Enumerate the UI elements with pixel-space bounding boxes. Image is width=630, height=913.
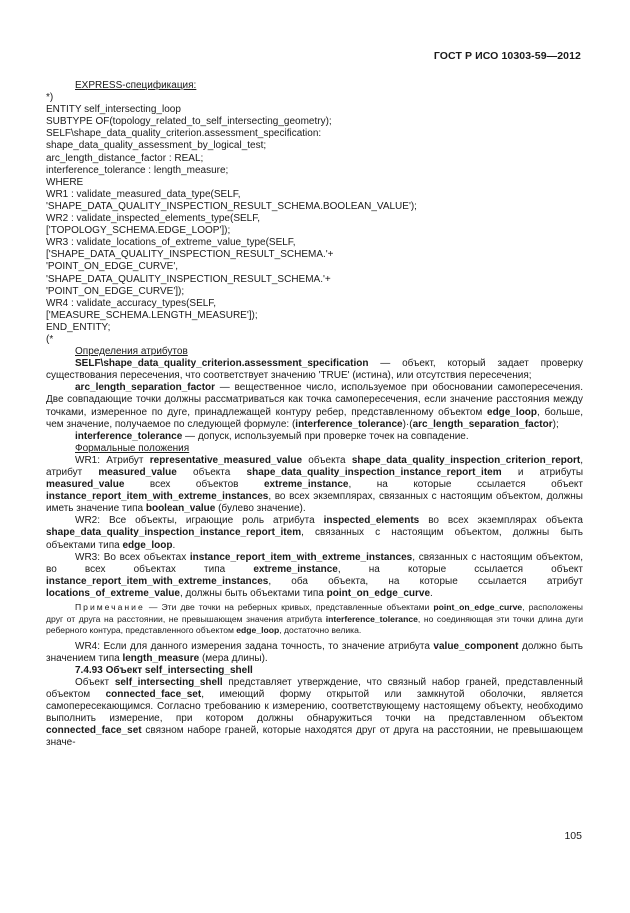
rule-term: boolean_value <box>145 503 216 515</box>
attribute-text: ); <box>552 418 559 430</box>
rule-text: , оба объекта, на которые ссылается атрибут <box>268 575 583 587</box>
rule-text: , во всех экземплярах, связанных с настоящим объектом, должны иметь значение типа <box>46 491 583 515</box>
rule-term: extreme_instance <box>263 479 349 491</box>
attribute-text: , больше, чем значение, получаемое по следующей формуле: ( <box>46 406 583 430</box>
attributes-heading: Определения атрибутов <box>75 346 188 358</box>
section-text: Объект <box>75 676 115 688</box>
rule-term: extreme_instance <box>253 563 338 575</box>
rule-term: instance_report_item_with_extreme_instances <box>189 551 413 563</box>
rule-term: value_component <box>433 640 519 652</box>
attribute-term: interference_tolerance <box>75 430 183 442</box>
code-line: WR2 : validate_inspected_elements_type(SELF, <box>46 213 261 225</box>
express-code-block <box>46 92 583 346</box>
rule-text: , связанных с настоящим объектом, должны быть объектами типа <box>46 527 583 551</box>
rule-text: объекта <box>302 454 352 466</box>
code-line: WR1 : validate_measured_data_type(SELF, <box>46 188 241 200</box>
section-paragraph <box>46 677 583 750</box>
rule-text: и атрибуты <box>501 467 584 478</box>
rule-text: WR4: Если для данного измерения задана точность, то значение атрибута <box>75 640 434 652</box>
attribute-term: arc_length_separation_factor <box>412 418 553 430</box>
code-line: (* <box>46 333 54 345</box>
rule-text: . <box>172 539 176 551</box>
note-term: edge_loop <box>236 625 280 636</box>
rule-wr3 <box>46 552 583 600</box>
rule-term: shape_data_quality_inspection_instance_report_item <box>246 467 502 478</box>
code-line: ENTITY self_intersecting_loop <box>46 104 181 116</box>
section-text: представляет утверждение, что связный набор граней, представленный объектом <box>46 676 583 700</box>
section-text: , имеющий форму открытой или замкнутой оболочки, является самопересекающимся. Согласно требованию к измерению, соответствующему настоящему объекту, необходимо выполнить измерение, при котором должны обнаружиться точки на представленном объектом <box>46 688 583 725</box>
code-line: arc_length_distance_factor : REAL; <box>46 152 204 164</box>
rule-text: , атрибут <box>46 454 584 478</box>
code-line: 'POINT_ON_EDGE_CURVE']); <box>46 285 185 297</box>
rule-term: edge_loop <box>122 539 173 551</box>
note-label: Примечание <box>75 602 145 613</box>
code-line: interference_tolerance : length_measure; <box>46 164 229 176</box>
code-line: *) <box>46 92 54 104</box>
rule-term: instance_report_item_with_extreme_instances <box>46 491 269 503</box>
rule-text: (булево значение). <box>215 503 306 515</box>
attribute-definition <box>46 431 583 443</box>
code-line: WHERE <box>46 176 84 188</box>
code-line: WR4 : validate_accuracy_types(SELF, <box>46 297 217 309</box>
code-line: SUBTYPE OF(topology_related_to_self_intersecting_geometry); <box>46 116 332 128</box>
rule-wr2 <box>46 515 583 551</box>
rule-term: inspected_elements <box>323 515 420 527</box>
code-line: 'SHAPE_DATA_QUALITY_INSPECTION_RESULT_SCHEMA.'+ <box>46 273 331 285</box>
rule-term: representative_measured_value <box>149 454 303 466</box>
document-body <box>46 80 583 749</box>
code-line: 'POINT_ON_EDGE_CURVE', <box>46 261 179 273</box>
attribute-term: edge_loop <box>487 406 538 418</box>
note-term: interference_tolerance <box>325 613 418 624</box>
rule-text: во всех экземплярах объекта <box>419 515 583 527</box>
section-text: связном наборе граней, которые находятся друг от друга на расстоянии, не превышающем значе- <box>46 725 583 749</box>
rule-text: (мера длины). <box>199 652 268 664</box>
rule-term: instance_report_item_with_extreme_instances <box>46 575 269 587</box>
section-title: 7.4.93 Объект self_intersecting_shell <box>75 664 253 676</box>
rule-term: locations_of_extreme_value <box>46 587 180 599</box>
rule-text: , на которые ссылается объект <box>337 563 583 575</box>
code-line: WR3 : validate_locations_of_extreme_value_type(SELF, <box>46 237 296 249</box>
rule-term: length_measure <box>122 652 200 664</box>
standard-header: ГОСТ Р ИСО 10303-59—2012 <box>433 50 581 62</box>
rule-term: shape_data_quality_inspection_criterion_report <box>351 454 581 466</box>
code-line: END_ENTITY; <box>46 321 111 333</box>
rule-text: должно быть значением типа <box>46 640 583 664</box>
rule-text: всех объектов <box>124 479 264 491</box>
rule-wr4 <box>46 641 583 665</box>
rule-term: measured_value <box>98 467 177 478</box>
rule-text: , должны быть объектами типа <box>179 587 327 599</box>
code-line: ['TOPOLOGY_SCHEMA.EDGE_LOOP']); <box>46 225 231 237</box>
attribute-term: arc_length_separation_factor <box>75 382 216 394</box>
rule-text: WR2: Все объекты, играющие роль атрибута <box>75 515 324 527</box>
rule-term: point_on_edge_curve <box>326 587 430 599</box>
attribute-definition <box>46 382 583 430</box>
rule-wr1 <box>46 455 583 515</box>
attribute-text: )·( <box>402 418 413 430</box>
rule-text: . <box>430 587 433 599</box>
note-term: point_on_edge_curve <box>433 602 523 613</box>
page-number: 105 <box>564 830 582 842</box>
code-line: ['SHAPE_DATA_QUALITY_INSPECTION_RESULT_SCHEMA.'+ <box>46 249 334 261</box>
attribute-term: SELF\shape_data_quality_criterion.assessment_specification <box>75 358 369 370</box>
section-term: connected_face_set <box>105 688 202 700</box>
formal-heading: Формальные положения <box>75 442 190 454</box>
express-heading: EXPRESS-спецификация: <box>75 80 197 91</box>
section-term: connected_face_set <box>46 725 142 737</box>
rule-text: , на которые ссылается объект <box>348 479 583 491</box>
code-line: shape_data_quality_assessment_by_logical_test; <box>46 140 267 152</box>
rule-text: WR3: Во всех объектах <box>75 551 190 563</box>
note-text: , но соединяющая эти точки длина дуги реберного контура, представленного объектом <box>46 613 583 636</box>
rule-term: measured_value <box>46 479 125 491</box>
section-term: self_intersecting_shell <box>114 676 223 688</box>
rule-text: , связанных с настоящим объектом, во всех объектах типа <box>46 551 584 575</box>
attribute-text: — объект, который задает проверку существования пересечения, что соответствует значению 'TRUE' (истина), или отсутствия пересечения; <box>46 358 583 382</box>
rule-term: shape_data_quality_inspection_instance_report_item <box>46 527 302 539</box>
code-line: 'SHAPE_DATA_QUALITY_INSPECTION_RESULT_SCHEMA.BOOLEAN_VALUE'); <box>46 200 417 212</box>
note-paragraph <box>46 602 583 637</box>
note-text: , достаточно велика. <box>279 625 362 636</box>
note-text: — Эти две точки на реберных кривых, представленные объектами <box>144 602 434 613</box>
attribute-definition <box>46 358 583 382</box>
code-line: ['MEASURE_SCHEMA.LENGTH_MEASURE']); <box>46 309 258 321</box>
attribute-text: — допуск, используемый при проверке точек на совпадение. <box>182 430 469 442</box>
code-line: SELF\shape_data_quality_criterion.assessment_specification: <box>46 128 322 140</box>
rule-text: объекта <box>176 467 247 478</box>
rule-text: WR1: Атрибут <box>75 454 150 466</box>
note-text: , расположены друг от друга на расстоянии, не превышающем значения атрибута <box>46 602 583 624</box>
attribute-text: — вещественное число, используемое при обосновании самопересечения. Две совпадающие точки должны рассматриваться как точка самопересечения, если значение расстояния между точками, измеренное по дуге, принадлежащей контуру ребер, представленному объектом <box>46 382 583 418</box>
attribute-term: interference_tolerance <box>295 418 403 430</box>
